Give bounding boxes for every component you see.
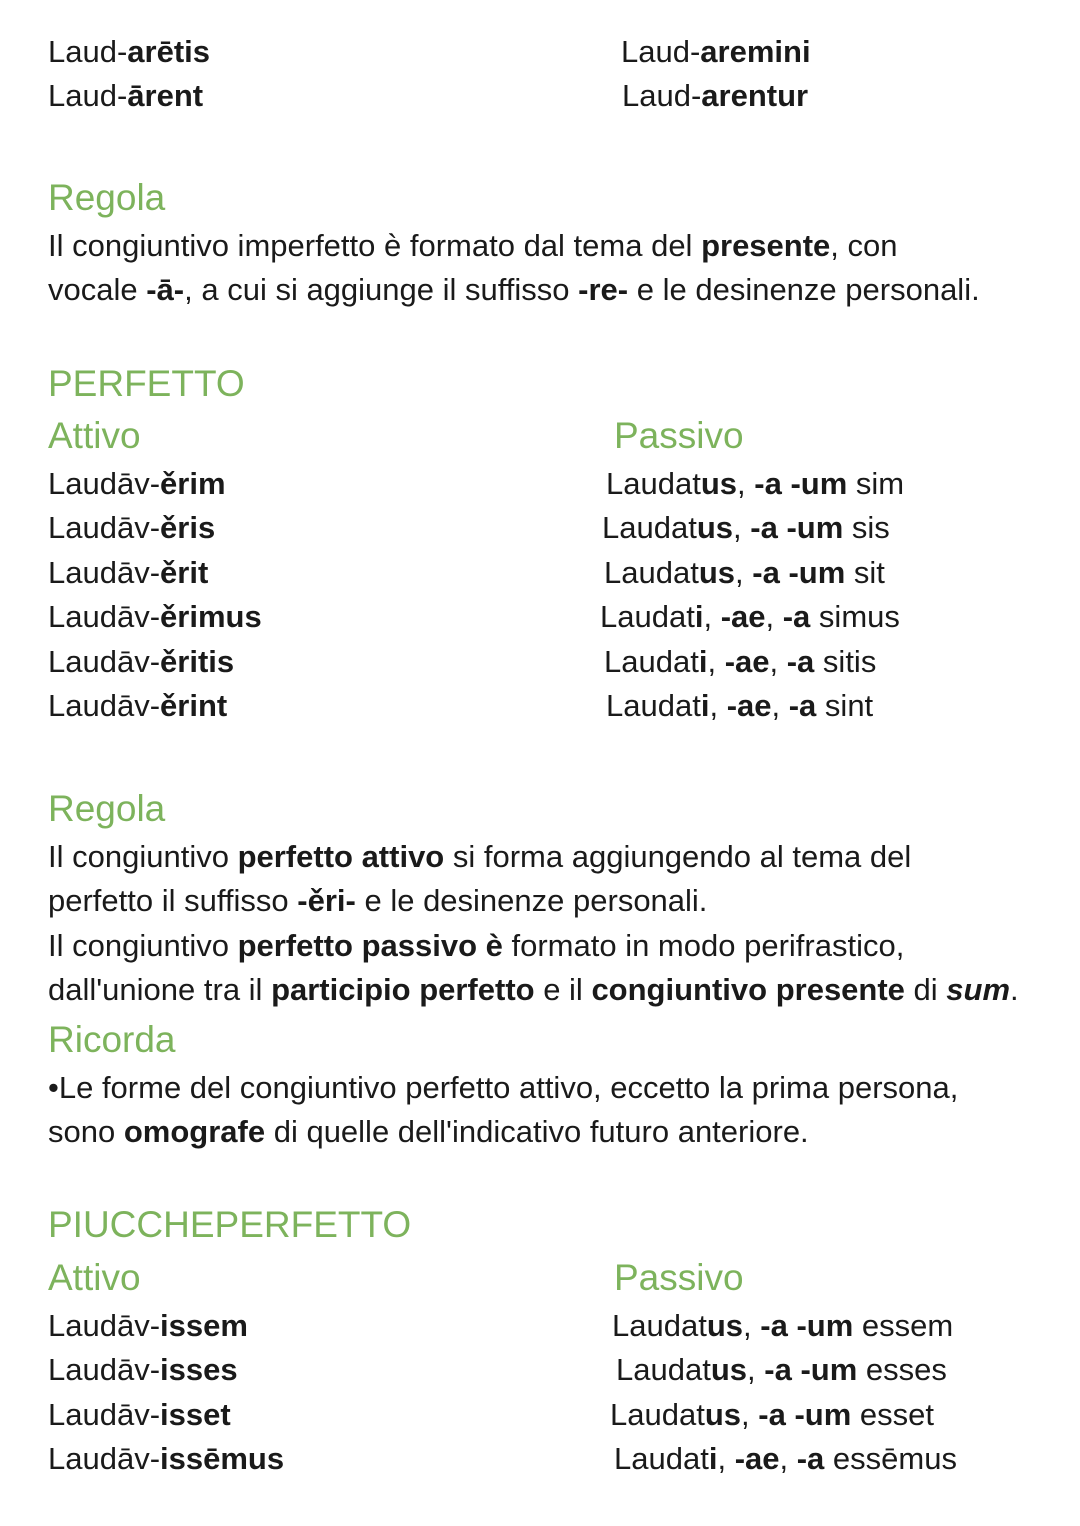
stem: Laud- [48,78,128,113]
regola2-line: Il congiuntivo perfetto attivo si forma aggiungendo al tema del [48,839,912,874]
piuccheperfetto-passive-row: Laudatus, -a -um esses [616,1352,947,1387]
regola1-line: vocale -ā-, a cui si aggiunge il suffisso -re- e le desinenze personali. [48,272,980,307]
ending: ārent [127,78,204,113]
piuccheperfetto-passive-row: Laudatus, -a -um esset [610,1397,934,1432]
stem: Laud- [621,34,701,69]
perfetto-active-label: Attivo [48,415,141,456]
ricorda-heading: Ricorda [48,1019,176,1060]
piuccheperfetto-passive-row: Laudati, -ae, -a essēmus [614,1441,957,1476]
ending: arentur [701,78,809,113]
piuccheperfetto-passive-row: Laudatus, -a -um essem [612,1308,954,1343]
regola-heading: Regola [48,788,166,829]
perfetto-passive-row: Laudatus, -a -um sit [604,555,885,590]
perfetto-passive-label: Passivo [614,415,744,456]
piuccheperfetto-active-row: Laudāv-issem [48,1308,248,1343]
imperfetto-active-row [48,32,210,72]
ricorda-line: sono omografe di quelle dell'indicativo futuro anteriore. [48,1114,809,1149]
regola2-line: dall'unione tra il participio perfetto e il congiuntivo presente di sum. [48,972,1019,1007]
perfetto-active-row: Laudāv-ěritis [48,644,235,679]
piuccheperfetto-heading: PIUCCHEPERFETTO [48,1204,412,1245]
perfetto-active-row: Laudāv-ěrint [48,688,228,723]
perfetto-active-row: Laudāv-ěrit [48,555,209,590]
piuccheperfetto-active-row: Laudāv-isset [48,1397,231,1432]
imperfetto-active-row [48,76,203,116]
stem: Laud- [622,78,702,113]
regola2-line: perfetto il suffisso -ěri- e le desinenze personali. [48,883,708,918]
piuccheperfetto-active-row: Laudāv-isses [48,1352,238,1387]
imperfetto-passive-row [622,76,808,116]
ending: aremini [700,34,811,69]
piuccheperfetto-active-row: Laudāv-issēmus [48,1441,285,1476]
ending: arētis [127,34,211,69]
perfetto-active-row: Laudāv-ěrimus [48,599,262,634]
piuccheperfetto-active-label: Attivo [48,1257,141,1298]
regola1-line: Il congiuntivo imperfetto è formato dal tema del presente, con [48,228,898,263]
piuccheperfetto-passive-label: Passivo [614,1257,744,1298]
perfetto-passive-row: Laudatus, -a -um sim [606,466,905,501]
ricorda-line: •Le forme del congiuntivo perfetto attivo, eccetto la prima persona, [48,1070,959,1105]
perfetto-passive-row: Laudatus, -a -um sis [602,510,890,545]
perfetto-active-row: Laudāv-ěrim [48,466,226,501]
stem: Laud- [48,34,128,69]
perfetto-passive-row: Laudati, -ae, -a simus [600,599,900,634]
perfetto-passive-row: Laudati, -ae, -a sitis [604,644,877,679]
perfetto-heading: PERFETTO [48,363,245,404]
perfetto-passive-row: Laudati, -ae, -a sint [606,688,874,723]
regola-heading: Regola [48,177,166,218]
imperfetto-passive-row [621,32,811,72]
regola2-line: Il congiuntivo perfetto passivo è formato in modo perifrastico, [48,928,905,963]
perfetto-active-row: Laudāv-ěris [48,510,216,545]
